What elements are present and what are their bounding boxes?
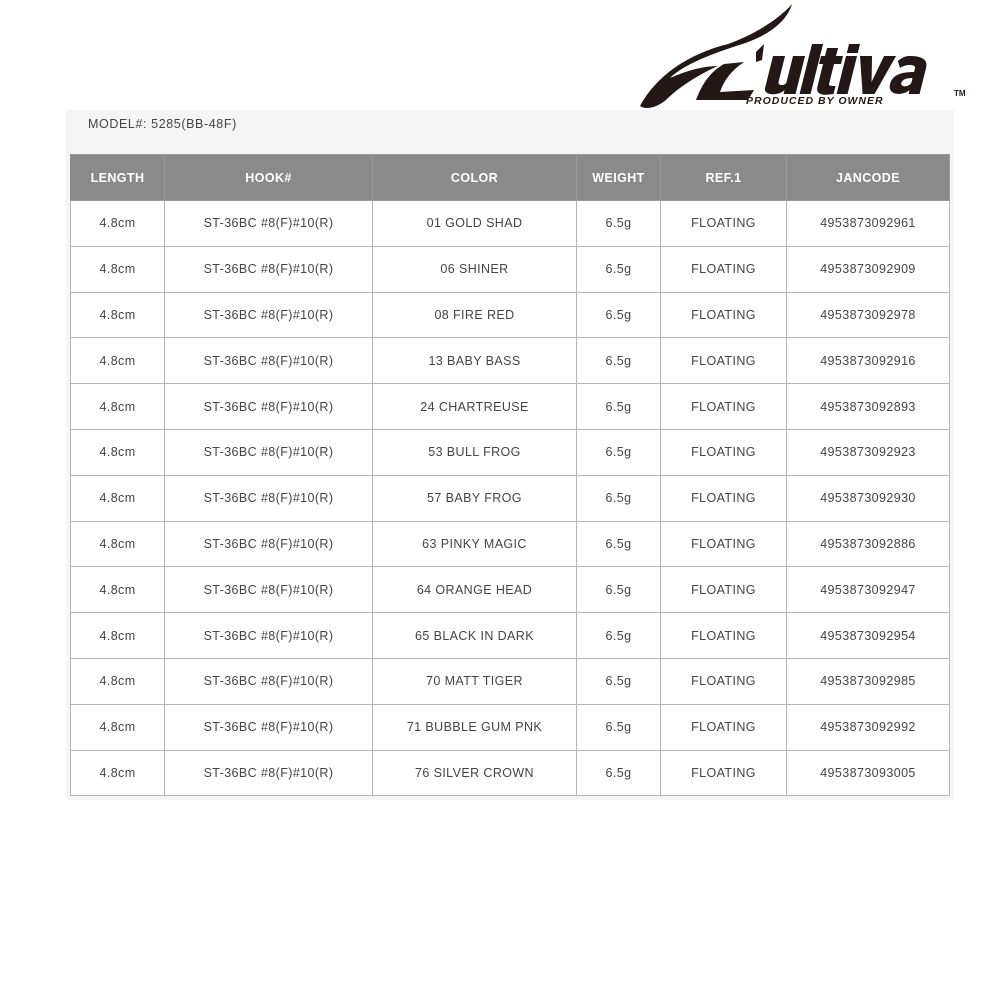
- cell-hook: ST-36BC #8(F)#10(R): [165, 384, 373, 430]
- cell-ref1: FLOATING: [661, 246, 787, 292]
- cell-hook: ST-36BC #8(F)#10(R): [165, 292, 373, 338]
- cell-hook: ST-36BC #8(F)#10(R): [165, 704, 373, 750]
- cell-jancode: 4953873092893: [787, 384, 950, 430]
- cell-weight: 6.5g: [577, 475, 661, 521]
- cell-jancode: 4953873092992: [787, 704, 950, 750]
- cell-length: 4.8cm: [71, 338, 165, 384]
- cell-length: 4.8cm: [71, 567, 165, 613]
- cell-color: 57 BABY FROG: [373, 475, 577, 521]
- table-row: [71, 246, 950, 292]
- cell-hook: ST-36BC #8(F)#10(R): [165, 201, 373, 247]
- cell-jancode: 4953873092954: [787, 613, 950, 659]
- trademark-text: TM: [954, 89, 966, 98]
- cell-color: 53 BULL FROG: [373, 429, 577, 475]
- header-row: [71, 155, 950, 201]
- cell-weight: 6.5g: [577, 292, 661, 338]
- cell-jancode: 4953873092909: [787, 246, 950, 292]
- cell-ref1: FLOATING: [661, 658, 787, 704]
- cell-length: 4.8cm: [71, 384, 165, 430]
- cell-hook: ST-36BC #8(F)#10(R): [165, 613, 373, 659]
- cell-hook: ST-36BC #8(F)#10(R): [165, 658, 373, 704]
- cell-jancode: 4953873093005: [787, 750, 950, 796]
- cell-length: 4.8cm: [71, 475, 165, 521]
- spec-table: [70, 154, 950, 796]
- cell-color: 13 BABY BASS: [373, 338, 577, 384]
- cell-weight: 6.5g: [577, 338, 661, 384]
- cell-jancode: 4953873092886: [787, 521, 950, 567]
- cultiva-logo-mark: [636, 4, 970, 112]
- table-row: [71, 658, 950, 704]
- cell-jancode: 4953873092923: [787, 429, 950, 475]
- column-header-color: COLOR: [373, 155, 577, 201]
- table-row: [71, 567, 950, 613]
- spec-table-header: [71, 155, 950, 201]
- cell-ref1: FLOATING: [661, 750, 787, 796]
- cell-color: 24 CHARTREUSE: [373, 384, 577, 430]
- cell-color: 08 FIRE RED: [373, 292, 577, 338]
- cell-ref1: FLOATING: [661, 429, 787, 475]
- cell-hook: ST-36BC #8(F)#10(R): [165, 475, 373, 521]
- cell-weight: 6.5g: [577, 567, 661, 613]
- cell-jancode: 4953873092961: [787, 201, 950, 247]
- cell-jancode: 4953873092947: [787, 567, 950, 613]
- logo-tagline: PRODUCED BY OWNER: [746, 95, 884, 107]
- column-header-jancode: JANCODE: [787, 155, 950, 201]
- spec-table-body: [71, 201, 950, 796]
- cell-weight: 6.5g: [577, 613, 661, 659]
- cell-hook: ST-36BC #8(F)#10(R): [165, 567, 373, 613]
- cell-jancode: 4953873092985: [787, 658, 950, 704]
- cell-ref1: FLOATING: [661, 338, 787, 384]
- table-row: [71, 292, 950, 338]
- cell-length: 4.8cm: [71, 658, 165, 704]
- cell-color: 65 BLACK IN DARK: [373, 613, 577, 659]
- cell-hook: ST-36BC #8(F)#10(R): [165, 338, 373, 384]
- cell-hook: ST-36BC #8(F)#10(R): [165, 521, 373, 567]
- cell-ref1: FLOATING: [661, 384, 787, 430]
- cell-color: 71 BUBBLE GUM PNK: [373, 704, 577, 750]
- column-header-ref1: REF.1: [661, 155, 787, 201]
- cell-length: 4.8cm: [71, 750, 165, 796]
- table-row: [71, 521, 950, 567]
- cell-jancode: 4953873092930: [787, 475, 950, 521]
- cell-jancode: 4953873092978: [787, 292, 950, 338]
- cell-length: 4.8cm: [71, 201, 165, 247]
- cultiva-logo: [636, 4, 970, 112]
- cell-ref1: FLOATING: [661, 521, 787, 567]
- cell-weight: 6.5g: [577, 521, 661, 567]
- table-row: [71, 704, 950, 750]
- cell-color: 63 PINKY MAGIC: [373, 521, 577, 567]
- table-row: [71, 338, 950, 384]
- cell-ref1: FLOATING: [661, 567, 787, 613]
- cell-color: 64 ORANGE HEAD: [373, 567, 577, 613]
- table-row: [71, 201, 950, 247]
- table-row: [71, 750, 950, 796]
- table-row: [71, 429, 950, 475]
- cell-weight: 6.5g: [577, 658, 661, 704]
- table-row: [71, 613, 950, 659]
- cell-hook: ST-36BC #8(F)#10(R): [165, 429, 373, 475]
- cell-weight: 6.5g: [577, 750, 661, 796]
- table-row: [71, 475, 950, 521]
- cell-color: 01 GOLD SHAD: [373, 201, 577, 247]
- cell-color: 76 SILVER CROWN: [373, 750, 577, 796]
- cell-hook: ST-36BC #8(F)#10(R): [165, 750, 373, 796]
- cell-weight: 6.5g: [577, 201, 661, 247]
- cell-ref1: FLOATING: [661, 475, 787, 521]
- cell-length: 4.8cm: [71, 292, 165, 338]
- cell-ref1: FLOATING: [661, 201, 787, 247]
- model-number: MODEL#: 5285(BB-48F): [88, 117, 237, 131]
- column-header-hook: HOOK#: [165, 155, 373, 201]
- cell-weight: 6.5g: [577, 429, 661, 475]
- cell-length: 4.8cm: [71, 521, 165, 567]
- cell-hook: ST-36BC #8(F)#10(R): [165, 246, 373, 292]
- cell-length: 4.8cm: [71, 704, 165, 750]
- cell-color: 06 SHINER: [373, 246, 577, 292]
- table-row: [71, 384, 950, 430]
- cell-length: 4.8cm: [71, 613, 165, 659]
- cell-weight: 6.5g: [577, 246, 661, 292]
- column-header-length: LENGTH: [71, 155, 165, 201]
- cell-weight: 6.5g: [577, 704, 661, 750]
- cell-color: 70 MATT TIGER: [373, 658, 577, 704]
- cell-ref1: FLOATING: [661, 704, 787, 750]
- spec-panel: [66, 110, 954, 800]
- cell-jancode: 4953873092916: [787, 338, 950, 384]
- cell-ref1: FLOATING: [661, 292, 787, 338]
- cell-length: 4.8cm: [71, 246, 165, 292]
- cell-ref1: FLOATING: [661, 613, 787, 659]
- cell-weight: 6.5g: [577, 384, 661, 430]
- cell-length: 4.8cm: [71, 429, 165, 475]
- column-header-weight: WEIGHT: [577, 155, 661, 201]
